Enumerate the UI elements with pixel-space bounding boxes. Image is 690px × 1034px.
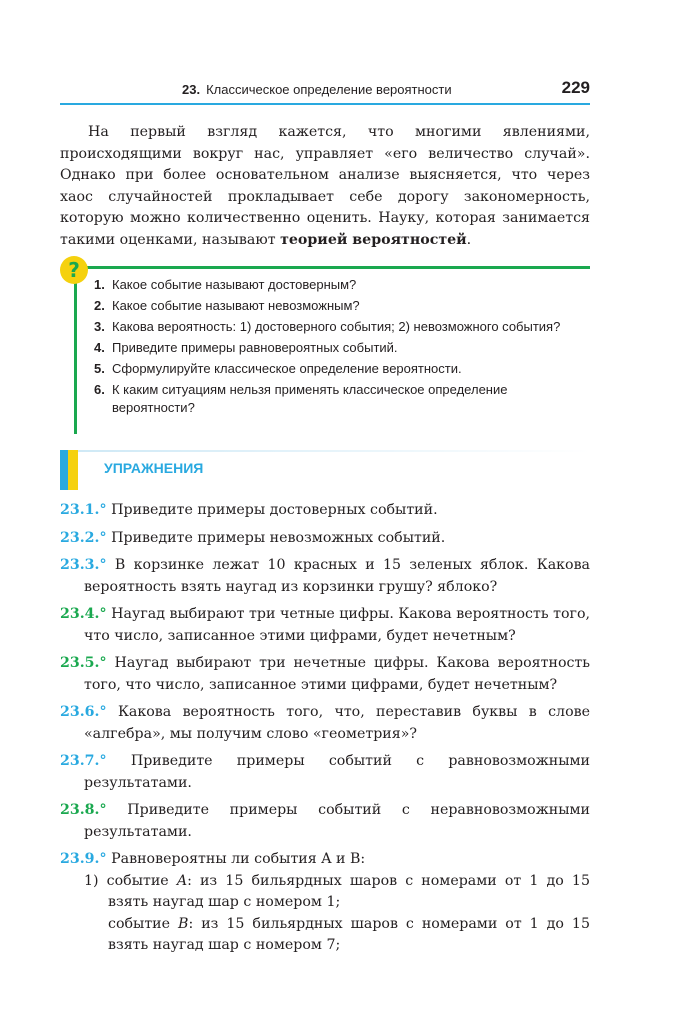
question-text: Какое событие называют достоверным? <box>112 277 357 292</box>
subitem-prefix: 1) событие <box>84 872 177 889</box>
subitem-text: : из 15 бильярдных шаров с номерами от 1 до 15 взять наугад шар с номером 1; <box>108 872 590 910</box>
exercise-text: Приведите примеры невозможных событий. <box>111 529 446 546</box>
exercise-number: 23.5.° <box>60 655 107 671</box>
questions-list <box>94 276 590 420</box>
exercise-text: Равновероятны ли события A и B: <box>111 851 366 867</box>
intro-paragraph <box>60 122 590 251</box>
question-number: 6. <box>94 382 105 397</box>
exercise-item <box>60 653 590 696</box>
question-number: 4. <box>94 340 105 355</box>
question-item <box>94 318 590 336</box>
section-heading <box>182 82 452 97</box>
question-number: 3. <box>94 319 105 334</box>
event-a: A <box>176 872 188 889</box>
exercise-number: 23.4.° <box>60 606 107 622</box>
exercise-number: 23.3.° <box>60 557 107 573</box>
exercise-item <box>60 849 590 871</box>
exercise-subitem <box>60 914 590 957</box>
question-number: 2. <box>94 298 105 313</box>
intro-text: На первый взгляд кажется, что многими явлениями, происходящими вокруг нас, управляет «его величество случай». Однако при более основательном анализе выясняется, что через хаос случайностей прокладывает себе дорогу закономерность, которую можно количественно оценить. Науку, которая занимается такими оценками, называют <box>60 124 590 248</box>
exercises-header <box>60 450 590 490</box>
subitem-text: : из 15 бильярдных шаров с номерами от 1 до 15 взять наугад шар с номером 7; <box>108 915 590 953</box>
question-text: К каким ситуациям нельзя применять классическое определение вероятности? <box>112 382 508 415</box>
exercise-item <box>60 751 590 794</box>
header-blue-bar <box>60 450 68 490</box>
header-divider <box>60 103 590 105</box>
question-text: Приведите примеры равновероятных событий. <box>112 340 398 355</box>
exercise-item <box>60 555 590 598</box>
exercise-item <box>60 800 590 843</box>
question-text: Какое событие называют невозможным? <box>112 298 360 313</box>
exercise-item <box>60 500 590 522</box>
exercise-item <box>60 604 590 647</box>
question-mark-icon: ? <box>60 256 88 284</box>
question-item <box>94 381 590 417</box>
header-yellow-bar <box>68 450 78 490</box>
exercise-text: Наугад выбирают три четные цифры. Какова вероятность того, что число, записанное этими цифрами, будет нечетным? <box>84 606 590 644</box>
exercise-number: 23.9.° <box>60 851 107 867</box>
exercise-text: Какова вероятность того, что, переставив буквы в слове «алгебра», мы получим слово «геометрия»? <box>84 704 590 742</box>
question-number: 1. <box>94 277 105 292</box>
section-number: 23. <box>182 82 201 97</box>
question-item <box>94 339 590 357</box>
question-item <box>94 297 590 315</box>
exercise-item <box>60 528 590 550</box>
question-number: 5. <box>94 361 105 376</box>
page-number: 229 <box>561 78 590 97</box>
review-questions <box>60 260 590 430</box>
question-text: Какова вероятность: 1) достоверного события; 2) невозможного события? <box>112 319 561 334</box>
exercise-number: 23.8.° <box>60 802 107 818</box>
question-text: Сформулируйте классическое определение вероятности. <box>112 361 462 376</box>
question-item <box>94 276 590 294</box>
exercise-text: В корзинке лежат 10 красных и 15 зеленых яблок. Какова вероятность взять наугад из корзинки грушу? яблоко? <box>84 557 591 595</box>
questions-left-rule <box>74 266 77 434</box>
question-item <box>94 360 590 378</box>
questions-top-rule <box>74 266 590 269</box>
exercises-list <box>60 500 590 957</box>
exercise-text: Приведите примеры достоверных событий. <box>111 502 438 518</box>
exercise-text: Приведите примеры событий с неравновозможными результатами. <box>84 802 590 840</box>
exercise-number: 23.1.° <box>60 502 107 518</box>
intro-term: теорией вероятностей <box>280 231 467 248</box>
header-fade-band <box>78 450 590 452</box>
exercise-text: Наугад выбирают три нечетные цифры. Какова вероятность того, что число, записанное этими цифрами, будет нечетным? <box>84 655 591 693</box>
exercises-title: УПРАЖНЕНИЯ <box>104 460 204 476</box>
page-header <box>60 76 590 106</box>
section-title: Классическое определение вероятности <box>206 82 452 97</box>
exercise-number: 23.7.° <box>60 753 107 769</box>
exercise-subitem <box>60 871 590 914</box>
exercise-number: 23.6.° <box>60 704 107 720</box>
exercise-number: 23.2.° <box>60 529 107 546</box>
intro-end: . <box>466 231 472 248</box>
exercise-item <box>60 702 590 745</box>
subitem-prefix: событие <box>108 915 179 932</box>
exercise-text: Приведите примеры событий с равновозможными результатами. <box>84 753 591 791</box>
event-b: B <box>178 915 189 932</box>
